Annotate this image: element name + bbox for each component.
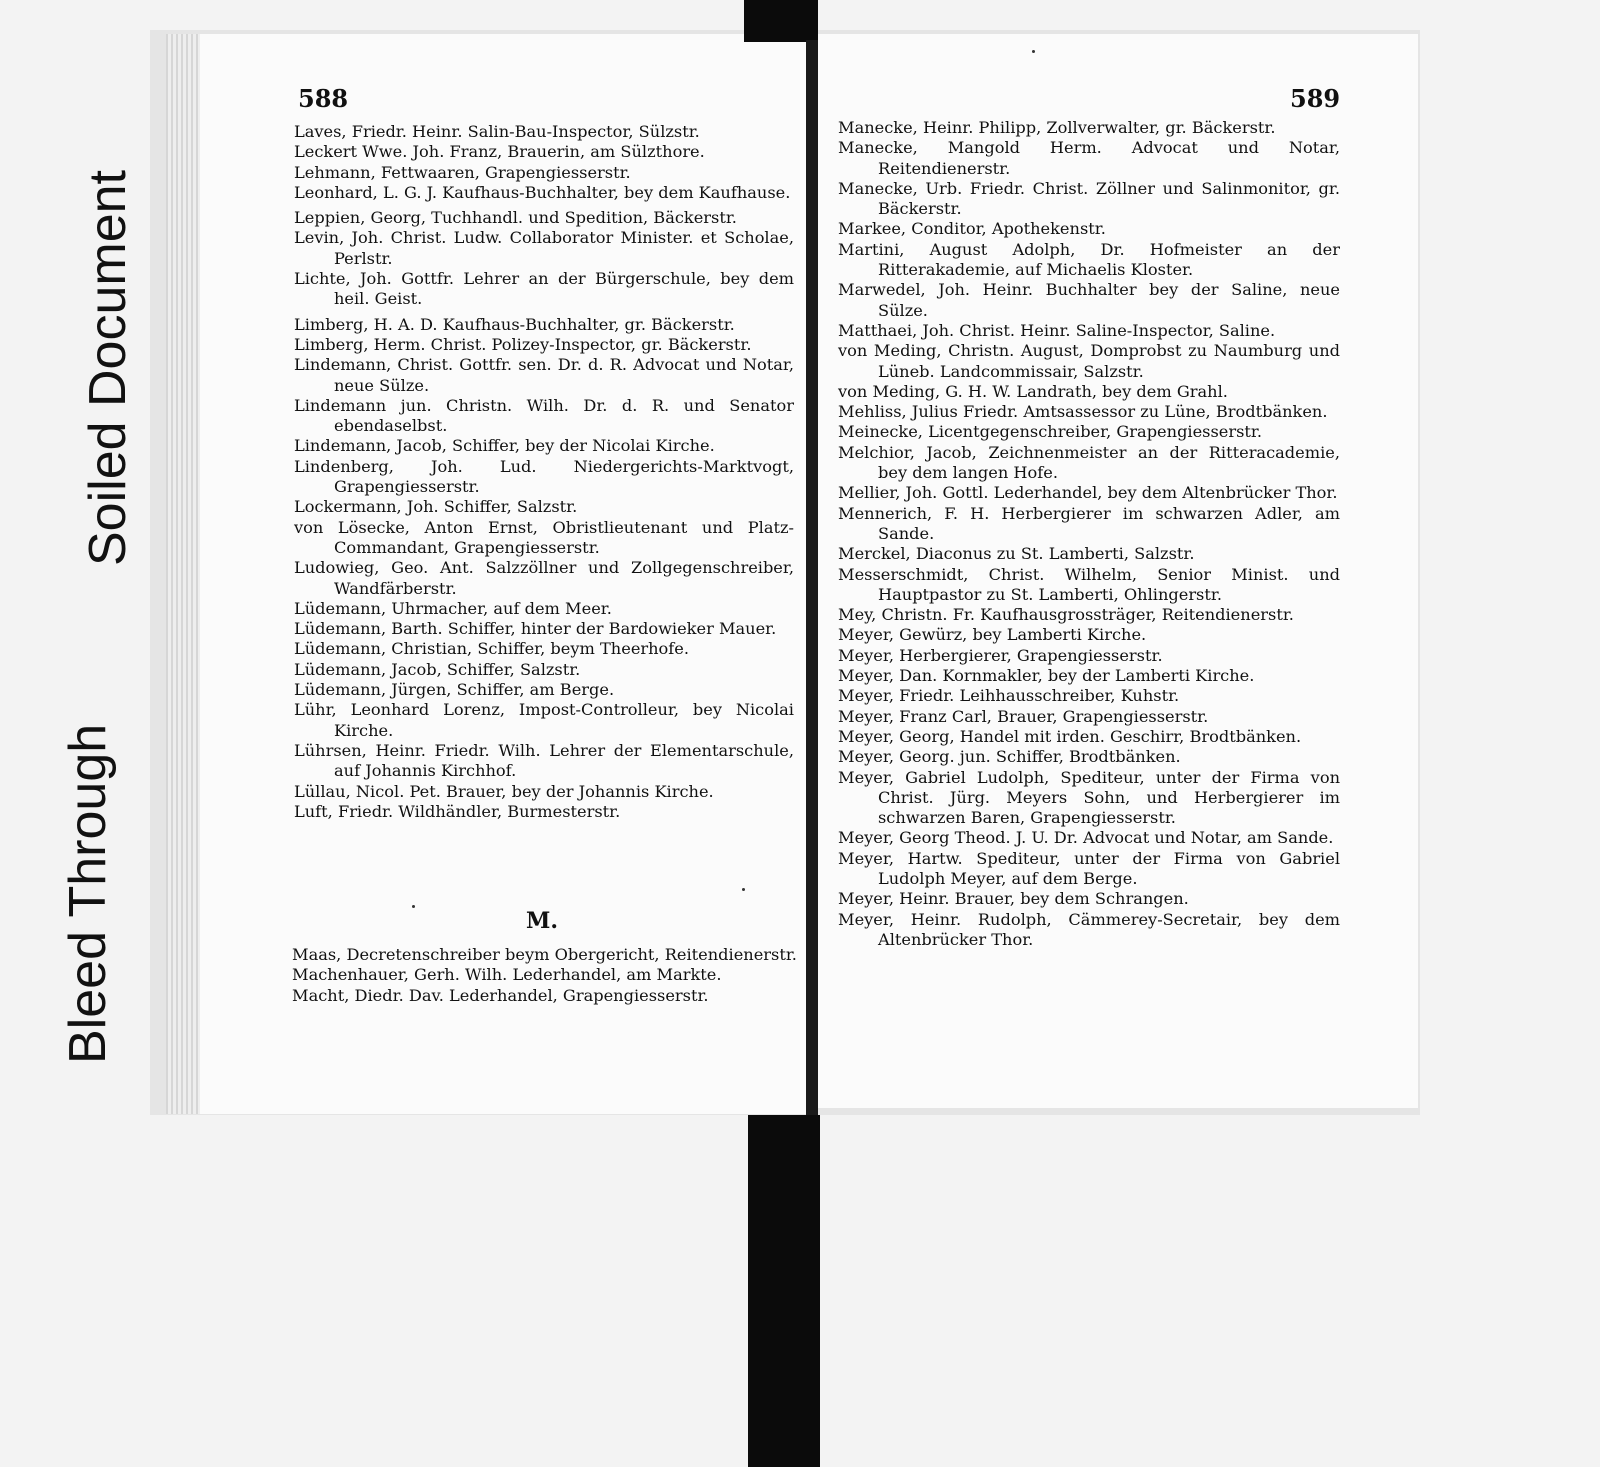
dust-speck <box>1032 50 1035 53</box>
page-number-right: 589 <box>1290 84 1341 113</box>
directory-entry: Manecke, Mangold Herm. Advocat und Notar, Reitendienerstr. <box>838 138 1340 178</box>
directory-entry: Meyer, Franz Carl, Brauer, Grapengiesserstr. <box>838 706 1209 726</box>
right-column <box>838 118 1340 950</box>
directory-entry: von Lösecke, Anton Ernst, Obristlieutenant und Platz-Commandant, Grapengiesserstr. <box>294 517 794 557</box>
directory-entry: Laves, Friedr. Heinr. Salin-Bau-Inspector, Sülzstr. <box>294 122 700 141</box>
directory-entry: Lüdemann, Uhrmacher, auf dem Meer. <box>294 598 612 618</box>
directory-entry: Meyer, Hartw. Spediteur, unter der Firma von Gabriel Ludolph Meyer, auf dem Berge. <box>838 848 1340 888</box>
directory-entry: Lüdemann, Christian, Schiffer, beym Theerhofe. <box>294 639 690 659</box>
directory-entry: Lühr, Leonhard Lorenz, Impost-Controlleur, bey Nicolai Kirche. <box>294 700 794 740</box>
soiled-document-label: Soiled Document <box>79 170 137 566</box>
left-column-m-section <box>292 945 797 1006</box>
directory-entry: Mey, Christn. Fr. Kaufhausgrossträger, Reitendienerstr. <box>838 605 1294 625</box>
directory-entry: Limberg, Herm. Christ. Polizey-Inspector, gr. Bäckerstr. <box>294 334 752 354</box>
directory-entry: Lindemann, Jacob, Schiffer, bey der Nicolai Kirche. <box>294 436 715 456</box>
directory-entry: Mehliss, Julius Friedr. Amtsassessor zu Lüne, Brodtbänken. <box>838 402 1328 422</box>
directory-entry: Lüdemann, Jacob, Schiffer, Salzstr. <box>294 659 581 679</box>
directory-entry: Lindemann, Christ. Gottfr. sen. Dr. d. R. Advocat und Notar, neue Sülze. <box>294 355 794 395</box>
directory-entry: Meyer, Heinr. Brauer, bey dem Schrangen. <box>838 889 1189 909</box>
spine-top <box>744 0 818 42</box>
directory-entry: Meyer, Friedr. Leihhausschreiber, Kuhstr. <box>838 686 1180 706</box>
bleed-through-label: Bleed Through <box>59 723 117 1064</box>
directory-entry: Matthaei, Joh. Christ. Heinr. Saline-Inspector, Saline. <box>838 320 1276 340</box>
directory-entry: Mellier, Joh. Gottl. Lederhandel, bey dem Altenbrücker Thor. <box>838 483 1338 503</box>
directory-entry: Messerschmidt, Christ. Wilhelm, Senior Minist. und Hauptpastor zu St. Lamberti, Ohlingerstr. <box>838 564 1340 604</box>
directory-entry: Meyer, Dan. Kornmakler, bey der Lamberti Kirche. <box>838 666 1255 686</box>
directory-entry: Mennerich, F. H. Herbergierer im schwarzen Adler, am Sande. <box>838 503 1340 543</box>
directory-entry: Markee, Conditor, Apothekenstr. <box>838 219 1106 239</box>
directory-entry: Lüllau, Nicol. Pet. Brauer, bey der Johannis Kirche. <box>294 781 714 801</box>
directory-entry: Lüdemann, Barth. Schiffer, hinter der Bardowieker Mauer. <box>294 619 777 639</box>
directory-entry: Meinecke, Licentgegenschreiber, Grapengiesserstr. <box>838 422 1263 442</box>
left-column <box>294 122 794 822</box>
directory-entry: Lichte, Joh. Gottfr. Lehrer an der Bürgerschule, bey dem heil. Geist. <box>294 269 794 309</box>
directory-entry: Merckel, Diaconus zu St. Lamberti, Salzstr. <box>838 544 1195 564</box>
directory-entry: Marwedel, Joh. Heinr. Buchhalter bey der Saline, neue Sülze. <box>838 280 1340 320</box>
directory-entry: Macht, Diedr. Dav. Lederhandel, Grapengiesserstr. <box>292 985 709 1005</box>
dust-speck <box>412 905 415 908</box>
directory-entry: Lührsen, Heinr. Friedr. Wilh. Lehrer der Elementarschule, auf Johannis Kirchhof. <box>294 740 794 781</box>
page-number-left: 588 <box>298 84 349 113</box>
directory-entry: Meyer, Georg, Handel mit irden. Geschirr, Brodtbänken. <box>838 726 1302 746</box>
directory-entry: Meyer, Herbergierer, Grapengiesserstr. <box>838 645 1163 665</box>
directory-entry: Ludowieg, Geo. Ant. Salzzöllner und Zollgegenschreiber, Wandfärberstr. <box>294 558 794 598</box>
directory-entry: Manecke, Urb. Friedr. Christ. Zöllner und Salinmonitor, gr. Bäckerstr. <box>838 178 1340 219</box>
directory-entry: Meyer, Gabriel Ludolph, Spediteur, unter der Firma von Christ. Jürg. Meyers Sohn, und Herbergierer im schwarzen Baren, Grapengiesserstr. <box>838 767 1340 828</box>
directory-entry: Meyer, Georg. jun. Schiffer, Brodtbänken. <box>838 747 1181 767</box>
directory-entry: Meyer, Georg Theod. J. U. Dr. Advocat und Notar, am Sande. <box>838 828 1334 848</box>
directory-entry: Lockermann, Joh. Schiffer, Salzstr. <box>294 497 578 517</box>
book-gutter <box>806 40 818 1115</box>
directory-entry: Martini, August Adolph, Dr. Hofmeister an der Ritterakademie, auf Michaelis Kloster. <box>838 239 1340 280</box>
directory-entry: Lindenberg, Joh. Lud. Niedergerichts-Marktvogt, Grapengiesserstr. <box>294 456 794 497</box>
section-heading-m: M. <box>526 908 559 934</box>
directory-entry: Luft, Friedr. Wildhändler, Burmesterstr. <box>294 801 621 821</box>
directory-entry: Meyer, Gewürz, bey Lamberti Kirche. <box>838 625 1147 645</box>
directory-entry: von Meding, G. H. W. Landrath, bey dem Grahl. <box>838 381 1228 401</box>
directory-entry: Lehmann, Fettwaaren, Grapengiesserstr. <box>294 162 631 182</box>
directory-entry: Levin, Joh. Christ. Ludw. Collaborator Minister. et Scholae, Perlstr. <box>294 228 794 268</box>
directory-entry: Meyer, Heinr. Rudolph, Cämmerey-Secretair, bey dem Altenbrücker Thor. <box>838 909 1340 949</box>
directory-entry: Maas, Decretenschreiber beym Obergericht, Reitendienerstr. <box>292 945 797 964</box>
directory-entry: Leonhard, L. G. J. Kaufhaus-Buchhalter, bey dem Kaufhause. <box>294 182 791 202</box>
directory-entry: Melchior, Jacob, Zeichnenmeister an der Ritteracademie, bey dem langen Hofe. <box>838 442 1340 483</box>
directory-entry: von Meding, Christn. August, Domprobst zu Naumburg und Lüneb. Landcommissair, Salzstr. <box>838 341 1340 381</box>
directory-entry: Limberg, H. A. D. Kaufhaus-Buchhalter, gr. Bäckerstr. <box>294 314 735 334</box>
directory-entry: Manecke, Heinr. Philipp, Zollverwalter, gr. Bäckerstr. <box>838 118 1276 137</box>
directory-entry: Lindemann jun. Christn. Wilh. Dr. d. R. und Senator ebendaselbst. <box>294 395 794 436</box>
spine-bottom <box>748 1115 820 1467</box>
directory-entry: Lüdemann, Jürgen, Schiffer, am Berge. <box>294 680 615 700</box>
directory-entry: Machenhauer, Gerh. Wilh. Lederhandel, am Markte. <box>292 965 722 985</box>
directory-entry: Leckert Wwe. Joh. Franz, Brauerin, am Sülzthore. <box>294 142 705 162</box>
directory-entry: Leppien, Georg, Tuchhandl. und Spedition, Bäckerstr. <box>294 208 737 228</box>
dust-speck <box>742 888 745 891</box>
